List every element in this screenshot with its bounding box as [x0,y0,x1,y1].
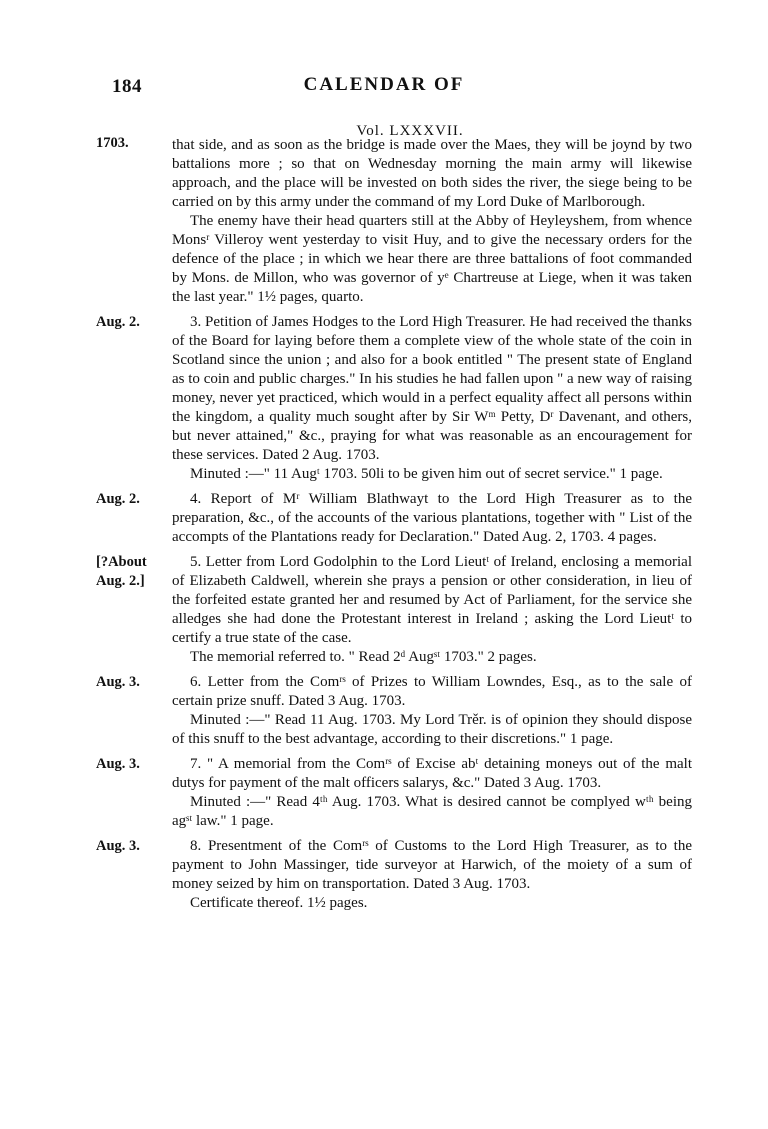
entry-date: 1703. [96,135,129,151]
entry-minute: Minuted :—" 11 Augᵗ 1703. 50li to be given him out of secret service." 1 page. [190,466,663,482]
calendar-entry [96,837,696,913]
entry-paragraph: The memorial referred to. " Read 2ᵈ Augˢᵗ 1703." 2 pages. [190,649,537,665]
entry-paragraph: 6. Letter from the Comʳˢ of Prizes to William Lowndes, Esq., as to the sale of certain prize snuff. Dated 3 Aug. 1703. [172,674,692,709]
calendar-entry [96,313,696,484]
entry-paragraph: 4. Report of Mʳ William Blathwayt to the Lord High Treasurer as to the preparation, &c., of the accounts of the various plantations, together with " List of the accompts of the Plantations ready for Declaration." Dated Aug. 2, 1703. 4 pages. [172,491,692,545]
entry-minute: Minuted :—" Read 11 Aug. 1703. My Lord Trěr. is of opinion they should dispose of this snuff to the best advantage, according to their discretions." 1 page. [172,712,692,747]
calendar-entry [96,553,696,667]
entry-date: Aug. 2. [96,491,140,507]
entry-body [172,755,692,831]
entry-paragraph: 7. " A memorial from the Comʳˢ of Excise abᵗ detaining moneys out of the malt dutys for payment of the malt officers salarys, &c." Dated 3 Aug. 1703. [172,756,692,791]
entry-date: [?About Aug. 2.] [96,554,147,589]
page-header [0,0,768,139]
calendar-entry [96,136,696,307]
entry-date: Aug. 3. [96,838,140,854]
entry-paragraph: The enemy have their head quarters still at the Abby of Heyleyshem, from whence Monsʳ Villeroy went yesterday to visit Huy, and to give the necessary orders for the defence of the place ; in which we hear there are three battalions of foot commanded by Mons. de Millon, who was governor of yᵉ Chartreuse at Liege, when it was taken the last year." 1½ pages, quarto. [172,213,692,305]
entry-paragraph: Certificate thereof. 1½ pages. [190,895,368,911]
entry-paragraph: 8. Presentment of the Comʳˢ of Customs to the Lord High Treasurer, as to the payment to John Massinger, tide surveyor at Harwich, of the moiety of a sum of money seized by him on transportation. Dated 3 Aug. 1703. [172,838,692,892]
entry-body [172,136,692,307]
calendar-entry [96,490,696,547]
entry-date: Aug. 3. [96,756,140,772]
calendar-entry [96,755,696,831]
entry-body [172,553,692,667]
entry-body [172,490,692,547]
running-title: CALENDAR OF [303,74,465,95]
entry-date: Aug. 2. [96,314,140,330]
entry-paragraph: that side, and as soon as the bridge is made over the Maes, they will be joynd by two battalions more ; so that on Wednesday morning the main army will likewise approach, and the place will be invested on both sides the river, the siege being to be carried on by this army under the command of my Lord Duke of Marlborough. [172,137,692,210]
calendar-entries [96,136,696,913]
entry-body [172,313,692,484]
entry-date: Aug. 3. [96,674,140,690]
entry-paragraph: 3. Petition of James Hodges to the Lord High Treasurer. He had received the thanks of the Board for laying before them a complete view of the whole state of the coin in Scotland since the union ; and also for a book entitled " The present state of England as to coin and public charges." In his studies he had fallen upon " a new way of raising money, never yet practiced, which would in a perfect equality affect all persons within the kingdom, a quality much sought after by Sir Wᵐ Petty, Dʳ Davenant, and others, but never attained," &c., praying for what was reasonable as an encouragement for these services. Dated 2 Aug. 1703. [172,314,692,463]
volume-heading: Vol. LXXXVII. [356,123,464,139]
entry-paragraph: 5. Letter from Lord Godolphin to the Lord Lieutᵗ of Ireland, enclosing a memorial of Elizabeth Caldwell, wherein she prays a pension or other consideration, in lieu of the forfeited estate granted her and resumed by Act of Parliament, for the service she alledges she had done the Protestant interest in Ireland ; asking the Lord Lieutᵗ to certify a true state of the case. [172,554,692,646]
entry-body [172,673,692,749]
entry-body [172,837,692,913]
entry-minute: Minuted :—" Read 4ᵗʰ Aug. 1703. What is desired cannot be complyed wᵗʰ being agˢᵗ law." 1 page. [172,794,692,829]
calendar-entry [96,673,696,749]
page-number: 184 [112,76,142,97]
